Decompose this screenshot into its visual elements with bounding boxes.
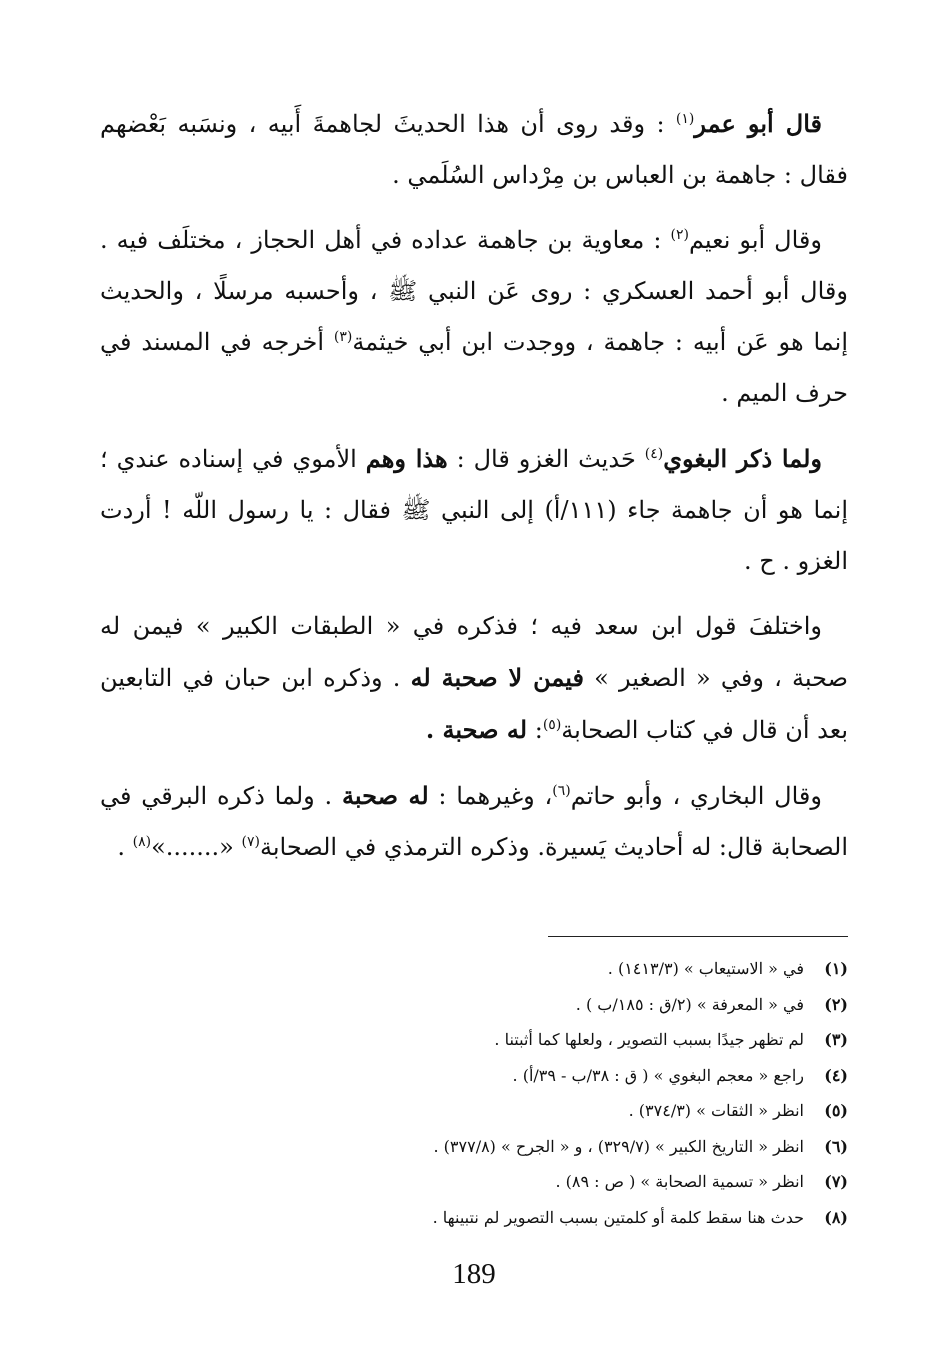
paragraph-text: : [534, 716, 543, 744]
paragraph-text: : معاوية بن جاهمة عداده في أهل الحجاز ، مختلَف فيه . وقال أبو أحمد العسكري : روى عَن النبي ﷺ ، وأحسبه مرسلًا ، والحديث إنما هو عَن أبيه : جاهمة ، ووجدت ابن أبي خيثمة [100, 226, 848, 356]
paragraph-2 [100, 215, 848, 419]
footnote-ref: (٤) [644, 446, 664, 462]
footnote-ref: (٢) [670, 227, 689, 243]
footnote-text: انظر « الثقات » (٣٧٤/٣) . [628, 1101, 804, 1120]
paragraph-1 [100, 98, 848, 201]
footnote-item [100, 1200, 848, 1236]
footnote-text: حدث هنا سقط كلمة أو كلمتين بسبب التصوير لم نتبينها . [432, 1207, 804, 1227]
footnote-text: انظر « التاريخ الكبير » (٣٢٩/٧) ، و « الجرح » (٣٧٧/٨) . [433, 1136, 804, 1156]
bold-phrase: له صحبة . [425, 715, 528, 744]
footnote-number: (٧) [824, 1172, 848, 1191]
footnote-number: (٦) [824, 1136, 848, 1156]
footnote-text: راجع « معجم البغوي » ( ق : ٣٨/ب - ٣٩/أ) . [512, 1065, 804, 1085]
paragraph-text: . [117, 833, 125, 861]
paragraph-4 [100, 601, 848, 756]
footnote-item [100, 1058, 848, 1094]
document-page [100, 98, 848, 1348]
bold-phrase: فيمن لا صحبة له [410, 663, 584, 692]
footnote-ref: (٣) [333, 329, 353, 345]
page-number: 189 [452, 1258, 496, 1290]
footnote-divider [548, 936, 848, 937]
paragraph-text: . وذكره ابن حبان في التابعين بعد أن قال في كتاب الصحابة [100, 664, 848, 744]
footnote-text: في « المعرفة » (٢/ق : ١٨٥/ب ) . [575, 994, 804, 1014]
footnote-text: لم تظهر جيدًا بسبب التصوير ، ولعلها كما أثبتنا . [494, 1030, 804, 1049]
paragraph-text: واختلفَ قول ابن سعد فيه ؛ فذكره في « الطبقات الكبير » فيمن له صحبة ، وفي « الصغير » [100, 612, 848, 692]
footnote-item [100, 987, 848, 1023]
bold-phrase: له صحبة [341, 781, 429, 810]
footnotes [100, 951, 848, 1235]
footnote-ref: (٦) [552, 783, 571, 799]
footnote-ref: (٨) [132, 834, 152, 850]
main-text [100, 98, 848, 873]
paragraph-text: ‏«.......» [151, 833, 234, 861]
footnote-ref: (١) [675, 111, 695, 127]
footnote-ref: (٧) [241, 834, 260, 850]
paragraph-text: وقال البخاري ، وأبو حاتم [570, 782, 822, 810]
footnote-ref: (٥) [542, 717, 562, 733]
footnote-number: (٥) [824, 1101, 848, 1120]
footnote-item [100, 1164, 848, 1200]
paragraph-text: ، وغيرهما : [438, 782, 553, 810]
footnote-number: (٤) [824, 1065, 848, 1085]
paragraph-text: حَديث الغزو قال : [456, 445, 636, 473]
footnote-number: (٨) [824, 1207, 848, 1227]
footnote-item [100, 1093, 848, 1129]
footnote-item [100, 951, 848, 987]
footnote-number: (٢) [824, 994, 848, 1014]
bold-lead: قال أبو عمر [694, 109, 822, 138]
footnote-number: (٣) [824, 1030, 848, 1049]
bold-phrase: هذا وهم [365, 444, 448, 473]
footnote-item [100, 1129, 848, 1165]
paragraph-lead: وقال أبو نعيم [688, 226, 822, 254]
bold-lead: ولما ذكر البغوي [663, 444, 823, 473]
paragraph-text: أخرجه في المسند في حرف الميم . [100, 328, 848, 407]
footnote-text: في « الاستيعاب » (١٤١٣/٣) . [607, 959, 804, 978]
paragraph-3 [100, 433, 848, 587]
paragraph-5 [100, 770, 848, 873]
footnote-number: (١) [824, 959, 848, 978]
footnote-item [100, 1022, 848, 1058]
paragraph-text: : وقد روى أن هذا الحديثَ لجاهمةَ أَبيه ، ونسَبه بَعْضهم فقال : جاهمة بن العباس بن مِرْداس السُلَمي . [100, 110, 848, 189]
paragraph-text: . ولما ذكره البرقي في الصحابة قال: له أحاديث يَسيرة. وذكره الترمذي في الصحابة [100, 782, 848, 861]
paragraph-text: الأموي في إسناده عندي ؛ إنما هو أن جاهمة جاء (١١١/أ) إلى النبي ﷺ فقال : يا رسول اللّه ! أردت الغزو . ح . [100, 445, 849, 575]
footnote-text: انظر « تسمية الصحابة » ( ص : ٨٩) . [555, 1172, 804, 1191]
